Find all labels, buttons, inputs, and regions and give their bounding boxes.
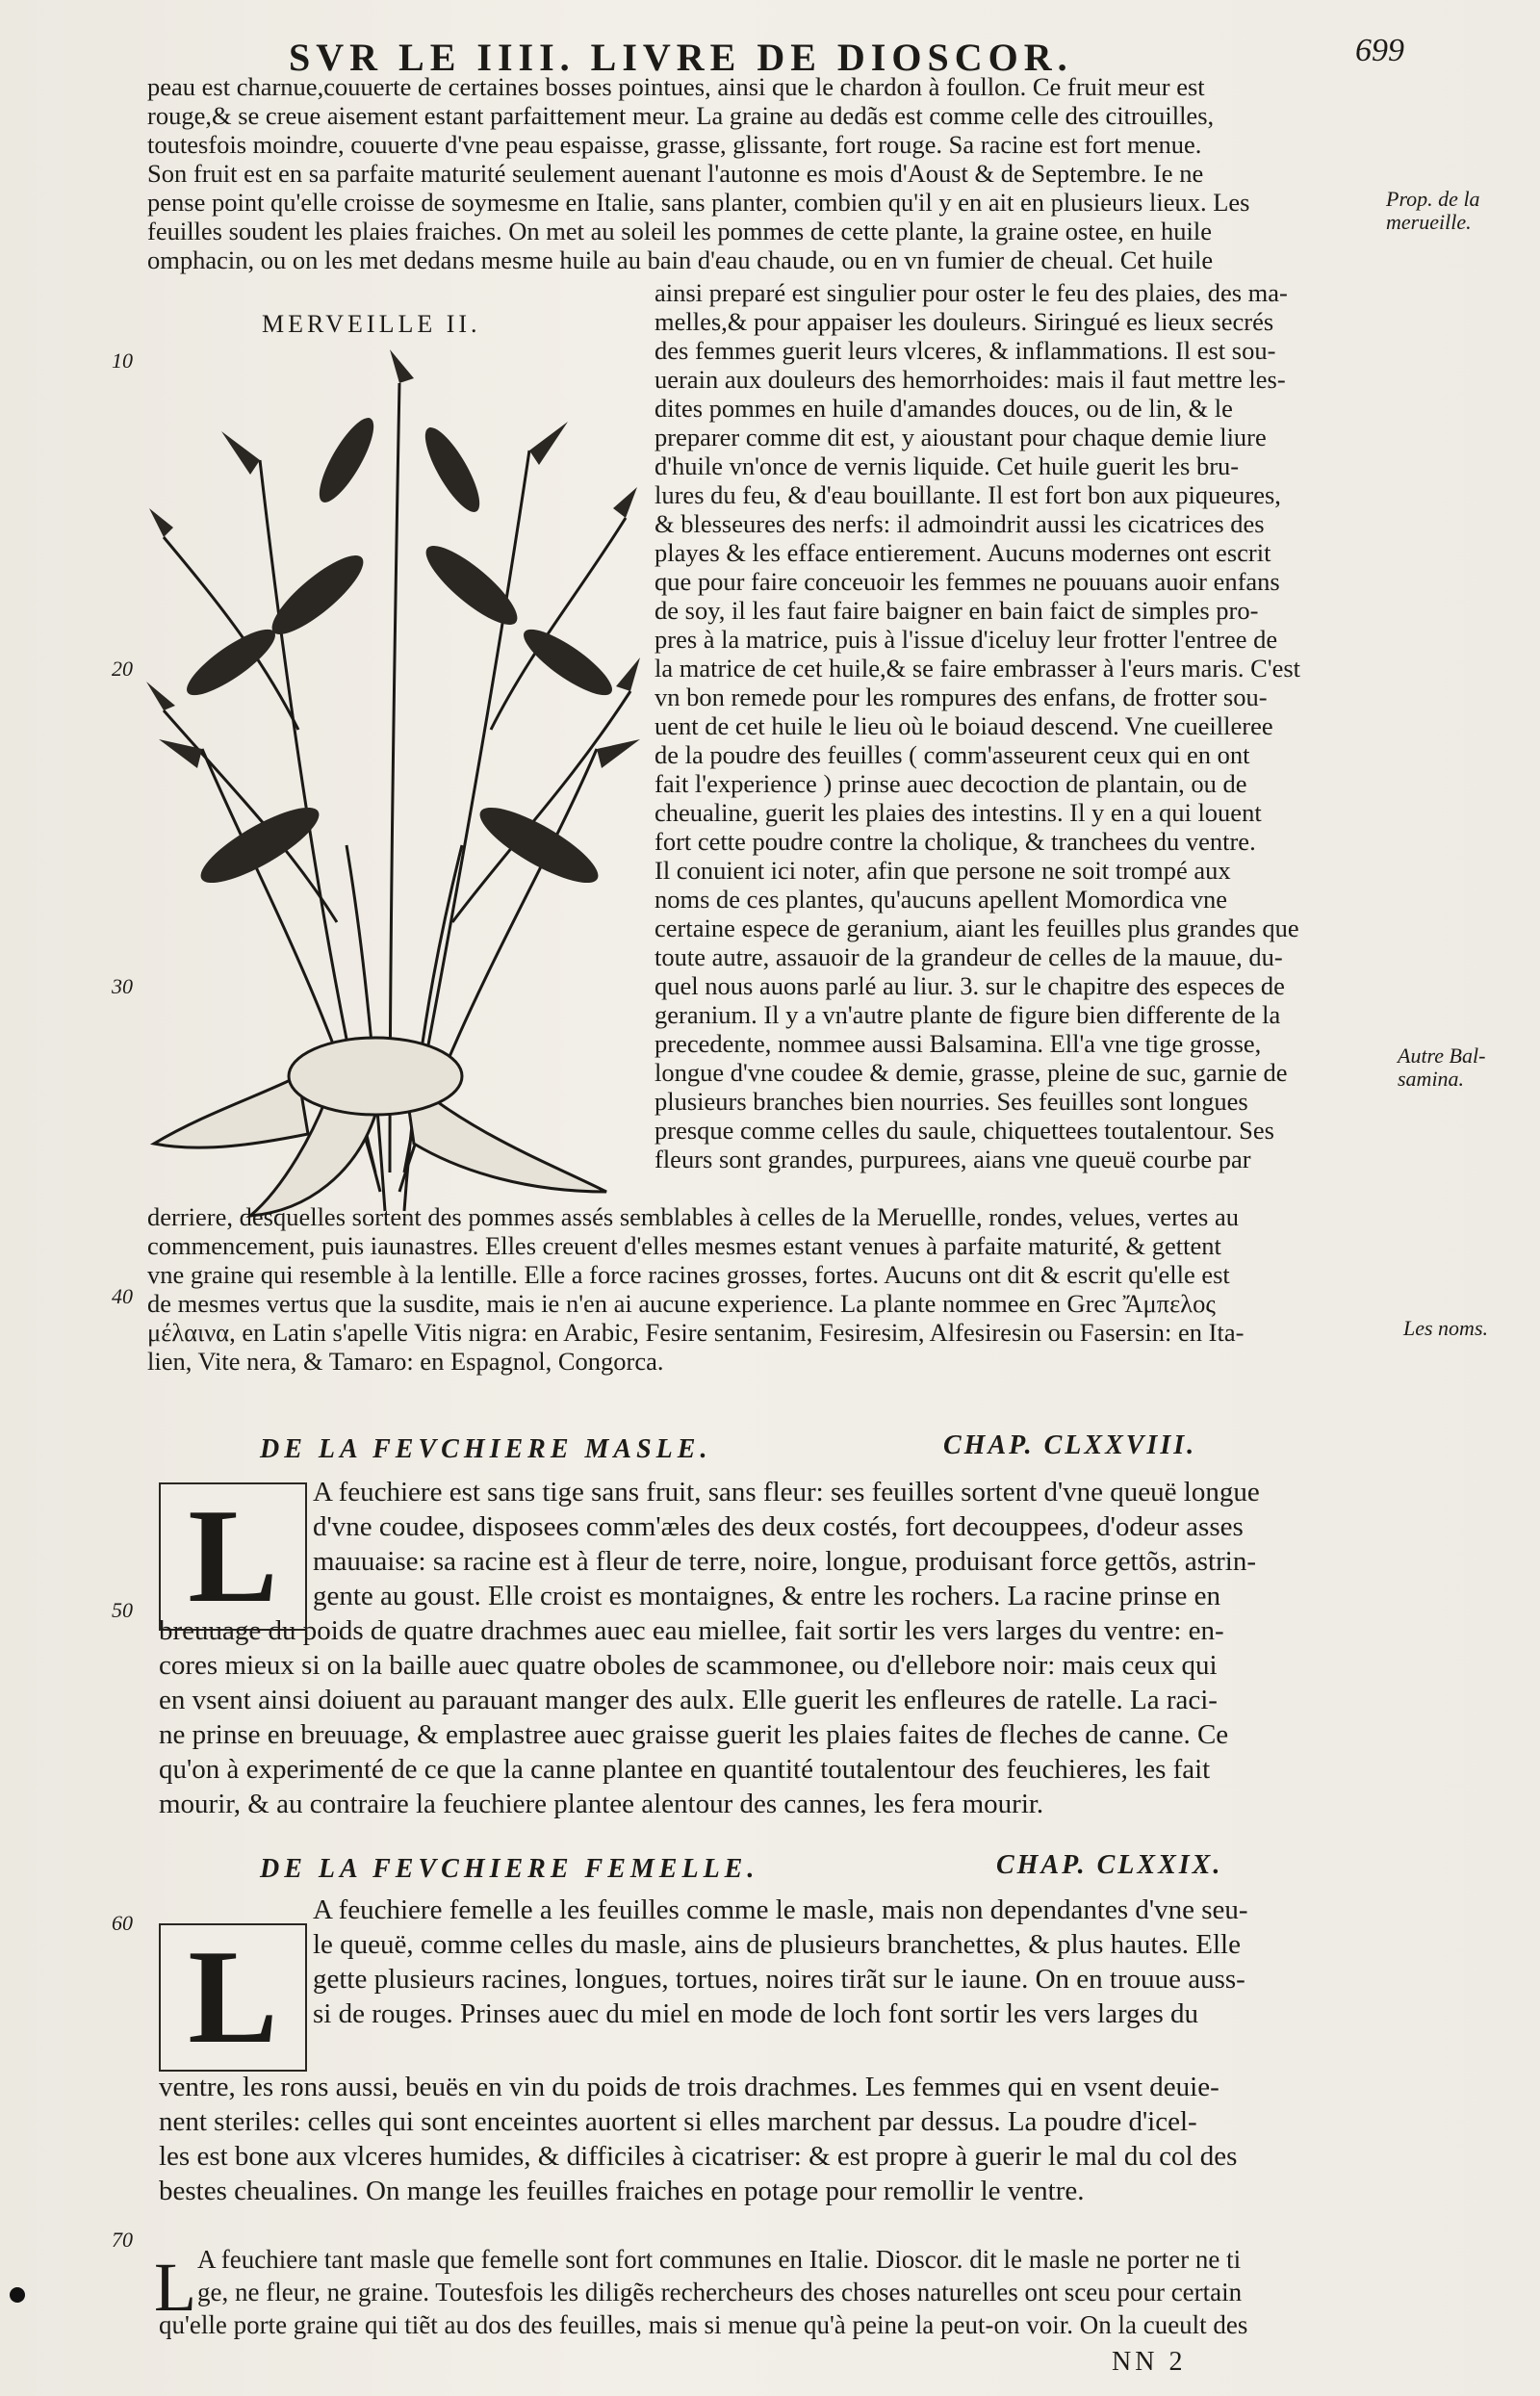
text-line: rouge,& se creue aisement estant parfaittement meur. La graine au dedãs est comme celle des citrouilles, (147, 101, 1215, 130)
text-line: de soy, il les faut faire baigner en bain faict de simples pro- (654, 596, 1259, 625)
text-line: ge, ne fleur, ne graine. Toutesfois les diligẽs rechercheurs des choses naturelles ont sceu pour certain (197, 2278, 1243, 2306)
text-line: gette plusieurs racines, longues, tortues, noires tirãt sur le iaune. On en trouue auss- (313, 1964, 1245, 1995)
text-line: A feuchiere tant masle que femelle sont fort communes en Italie. Dioscor. dit le masle ne porter ne ti (197, 2245, 1242, 2274)
text-line: plusieurs branches bien nourries. Ses feuilles sont longues (654, 1087, 1248, 1116)
plant-woodcut-illustration (144, 345, 645, 1230)
text-line: uerain aux douleurs des hemorrhoides: mais il faut mettre les- (654, 365, 1286, 394)
text-line: omphacin, ou on les met dedans mesme huile au bain d'eau chaude, ou en vn fumier de cheual. Cet huile (147, 245, 1214, 274)
text-line: de la poudre des feuilles ( comm'asseurent ceux qui en ont (654, 740, 1250, 769)
text-line: geranium. Il y a vn'autre plante de figure bien differente de la (654, 1000, 1281, 1029)
text-line: cores mieux si on la baille auec quatre oboles de scammonee, ou d'ellebore noir: mais ceux qui (159, 1650, 1218, 1681)
text-line: breuuage du poids de quatre drachmes auec eau miellee, fait sortir les vers larges du ventre: en- (159, 1615, 1224, 1646)
text-line: mauuaise: sa racine est à fleur de terre, noire, longue, produisant force gettõs, astrin- (313, 1546, 1256, 1577)
text-line: gente au goust. Elle croist es montaignes, & entre les rochers. La racine prinse en (313, 1581, 1220, 1611)
text-line: playes & les efface entierement. Aucuns modernes ont escrit (654, 538, 1271, 567)
drop-cap (159, 1923, 307, 2072)
line-number: 30 (112, 974, 133, 998)
line-number: 40 (112, 1284, 133, 1308)
text-line: le queuë, comme celles du masle, ains de plusieurs branchettes, & plus hautes. Elle (313, 1929, 1241, 1960)
section-title: DE LA FEVCHIERE MASLE. (260, 1434, 712, 1464)
text-line: ainsi preparé est singulier pour oster le feu des plaies, des ma- (654, 278, 1288, 307)
text-line: qu'on à experimenté de ce que la canne plantee en quantité toutalentour des feuchieres, les fait (159, 1754, 1211, 1785)
text-line: pense point qu'elle croisse de soymesme en Italie, sans planter, combien qu'il y en ait en plusieurs lieux. Les (147, 188, 1250, 217)
ink-dot (10, 2287, 25, 2303)
text-line: ventre, les rons aussi, beuës en vin du poids de trois drachmes. Les femmes qui en vsent deuie- (159, 2072, 1219, 2102)
text-line: toute autre, assauoir de la grandeur de celles de la mauue, du- (654, 942, 1283, 971)
drop-cap (159, 1482, 307, 1631)
text-line: melles,& pour appaiser les douleurs. Siringué es lieux secrés (654, 307, 1274, 336)
text-line: ne prinse en breuuage, & emplastree auec graisse guerit les plaies faites de fleches de canne. Ce (159, 1719, 1229, 1750)
chapter-number: CHAP. CLXXVIII. (943, 1430, 1197, 1460)
text-line: lures du feu, & d'eau bouillante. Il est fort bon aux piqueures, (654, 480, 1281, 509)
drop-cap-letter: L (188, 1481, 278, 1631)
section-title: DE LA FEVCHIERE FEMELLE. (260, 1854, 759, 1884)
initial-letter: L (154, 2249, 196, 2326)
text-line: μέλαινα, en Latin s'apelle Vitis nigra: en Arabic, Fesire sentanim, Fesiresim, Alfesiresin ou Fasersin: en Ita- (147, 1318, 1245, 1347)
text-line: & blesseures des nerfs: il admoindrit aussi les cicatrices des (654, 509, 1265, 538)
text-line: si de rouges. Prinses auec du miel en mode de loch font sortir les vers larges du (313, 1998, 1198, 2029)
text-line: en vsent ainsi doiuent au parauant manger des aulx. Elle guerit les enfleures de ratelle. La raci- (159, 1685, 1218, 1715)
text-line: commencement, puis iaunastres. Elles creuent d'elles mesmes estant venues à parfaite maturité, & gettent (147, 1231, 1221, 1260)
text-line: certaine espece de geranium, aiant les feuilles plus grandes que (654, 914, 1299, 942)
text-line: presque comme celles du saule, chiquettees toutalentour. Ses (654, 1116, 1274, 1145)
figure-caption: MERVEILLE II. (262, 310, 481, 338)
text-line: feuilles soudent les plaies fraiches. On met au soleil les pommes de cette plante, la graine ostee, en huile (147, 217, 1213, 245)
line-number: 50 (112, 1598, 133, 1622)
text-line: precedente, nommee aussi Balsamina. Ell'a vne tige grosse, (654, 1029, 1262, 1058)
margin-note: Prop. de la merueille. (1386, 187, 1480, 234)
text-line: A feuchiere est sans tige sans fruit, sans fleur: ses feuilles sortent d'vne queuë longue (313, 1477, 1260, 1507)
text-line: la matrice de cet huile,& se faire embrasser à l'eurs maris. C'est (654, 654, 1301, 683)
text-line: fleurs sont grandes, purpurees, aians vne queuë courbe par (654, 1145, 1251, 1173)
text-line: qu'elle porte graine qui tiẽt au dos des feuilles, mais si menue qu'à peine la peut-on voir. On la cueult des (159, 2310, 1248, 2339)
text-line: des femmes guerit leurs vlceres, & inflammations. Il est sou- (654, 336, 1276, 365)
text-line: d'vne coudee, disposees comm'æles des deux costés, fort decouppees, d'odeur asses (313, 1511, 1244, 1542)
line-number: 70 (112, 2228, 133, 2252)
text-line: lien, Vite nera, & Tamaro: en Espagnol, Congorca. (147, 1347, 664, 1376)
text-line: vne graine qui resemble à la lentille. Elle a force racines grosses, fortes. Aucuns ont dit & escrit qu'elle est (147, 1260, 1230, 1289)
running-head: SVR LE IIII. LIVRE DE DIOSCOR. (289, 36, 1073, 79)
margin-note: Autre Bal-samina. (1398, 1043, 1486, 1091)
text-line: preparer comme dit est, y aioustant pour chaque demie liure (654, 423, 1267, 451)
text-line: peau est charnue,couuerte de certaines bosses pointues, ainsi que le chardon à foullon. Ce fruit meur est (147, 72, 1205, 101)
text-line: quel nous auons parlé au liur. 3. sur le chapitre des especes de (654, 971, 1285, 1000)
text-line: dites pommes en huile d'amandes douces, ou de lin, & le (654, 394, 1233, 423)
text-line: toutesfois moindre, couuerte d'vne peau espaisse, grasse, glissante, fort rouge. Sa racine est fort menue. (147, 130, 1202, 159)
line-number: 20 (112, 657, 133, 681)
drop-cap-letter: L (188, 1922, 278, 2072)
text-line: uent de cet huile le lieu où le boiaud descend. Vne cueilleree (654, 711, 1273, 740)
text-line: de mesmes vertus que la susdite, mais ie n'en ai aucune experience. La plante nommee en Grec Ἄμπελος (147, 1289, 1216, 1318)
text-line: pres à la matrice, puis à l'issue d'iceluy leur frotter l'entree de (654, 625, 1278, 654)
line-number: 60 (112, 1911, 133, 1935)
text-line: A feuchiere femelle a les feuilles comme le masle, mais non dependantes d'vne seu- (313, 1894, 1248, 1925)
text-line: mourir, & au contraire la feuchiere plantee alentour des cannes, les fera mourir. (159, 1789, 1044, 1819)
text-line: noms de ces plantes, qu'aucuns apellent Momordica vne (654, 885, 1227, 914)
signature-mark: NN 2 (1112, 2347, 1187, 2377)
margin-note: Les noms. (1403, 1316, 1489, 1340)
text-line: Il conuient ici noter, afin que persone ne soit trompé aux (654, 856, 1231, 885)
text-line: fait l'experience ) prinse auec decoction de plantain, ou de (654, 769, 1247, 798)
line-number: 10 (112, 348, 133, 373)
text-line: d'huile vn'once de vernis liquide. Cet huile guerit les bru- (654, 451, 1240, 480)
text-line: fort cette poudre contre la cholique, & tranchees du ventre. (654, 827, 1256, 856)
text-line: longue d'vne coudee & demie, grasse, pleine de suc, garnie de (654, 1058, 1288, 1087)
text-line: cheualine, guerit les plaies des intestins. Il y en a qui louent (654, 798, 1262, 827)
text-line: vn bon remede pour les rompures des enfans, de frotter sou- (654, 683, 1268, 711)
text-line: nent steriles: celles qui sont enceintes auortent si elles marchent par dessus. La poudre d'icel- (159, 2106, 1197, 2137)
text-line: bestes cheualines. On mange les feuilles fraiches en potage pour remollir le ventre. (159, 2176, 1085, 2206)
text-line: Son fruit est en sa parfaite maturité seulement auenant l'autonne es mois d'Aoust & de Septembre. Ie ne (147, 159, 1204, 188)
page-number: 699 (1355, 33, 1404, 68)
text-line: que pour faire conceuoir les femmes ne pouuans auoir enfans (654, 567, 1280, 596)
text-line: derriere, desquelles sortent des pommes assés semblables à celles de la Meruellle, rondes, velues, vertes au (147, 1202, 1239, 1231)
text-line: les est bone aux vlceres humides, & difficiles à cicatriser: & est propre à guerir le mal du col des (159, 2141, 1238, 2172)
chapter-number: CHAP. CLXXIX. (996, 1850, 1223, 1880)
